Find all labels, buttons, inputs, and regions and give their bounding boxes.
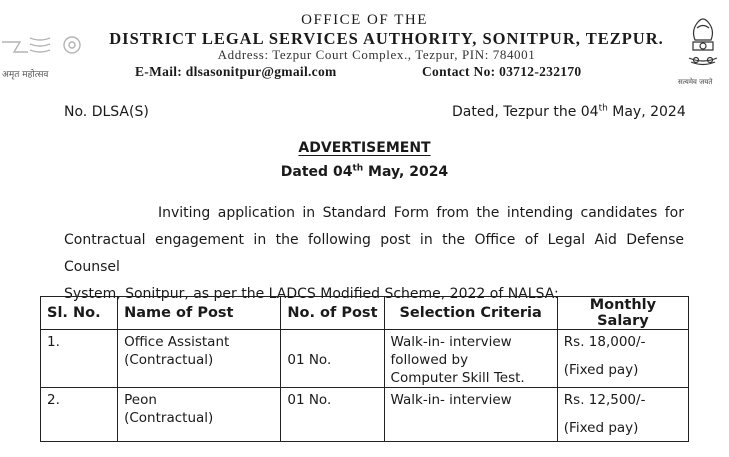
table-row	[41, 330, 689, 388]
address-line: Address: Tezpur Court Complex., Tezpur, PIN: 784001	[217, 47, 536, 62]
contact-row	[0, 64, 729, 84]
email-text: E-Mail: dlsasonitpur@gmail.com	[135, 64, 337, 79]
body-paragraph	[64, 200, 684, 308]
advertisement-title: ADVERTISEMENT	[298, 140, 431, 156]
contact-number: Contact No: 03712-232170	[422, 64, 582, 79]
authority-title: DISTRICT LEGAL SERVICES AUTHORITY, SONITPUR, TEZPUR.	[109, 29, 664, 48]
post-name: Peon (Contractual)	[118, 388, 281, 442]
paragraph-line: Contractual engagement in the following post in the Office of Legal Aid Defense Counsel	[64, 232, 684, 275]
column-header: No. of Post	[281, 297, 384, 330]
post-count: 01 No.	[281, 330, 384, 388]
paragraph-line: System, Sonitpur, as per the LADCS Modified Scheme, 2022 of NALSA:	[64, 286, 559, 302]
column-header: Name of Post	[118, 297, 281, 330]
table-row	[41, 388, 689, 442]
posts-table	[40, 296, 689, 442]
serial-number: 2.	[41, 388, 118, 442]
selection-criteria: Walk-in- interview	[384, 388, 557, 442]
post-name: Office Assistant (Contractual)	[118, 330, 281, 388]
emblem-caption: सत्यमेव जयते	[678, 78, 713, 86]
reference-date: Dated, Tezpur the 04th May, 2024	[452, 103, 686, 120]
serial-number: 1.	[41, 330, 118, 388]
paragraph-line: Inviting application in Standard Form from the intending candidates for	[158, 205, 684, 221]
office-title: OFFICE OF THE	[301, 12, 428, 28]
post-count: 01 No.	[281, 388, 384, 442]
reference-number: No. DLSA(S)	[64, 104, 149, 120]
selection-criteria: Walk-in- interview followed by Computer Skill Test.	[384, 330, 557, 388]
monthly-salary: Rs. 12,500/- (Fixed pay)	[557, 388, 688, 442]
column-header: Monthly Salary	[557, 297, 688, 330]
advertisement-date: Dated 04th May, 2024	[280, 163, 449, 180]
table-header-row	[41, 297, 689, 330]
monthly-salary: Rs. 18,000/- (Fixed pay)	[557, 330, 688, 388]
column-header: Selection Criteria	[384, 297, 557, 330]
column-header: Sl. No.	[41, 297, 118, 330]
left-logo-caption: अमृत महोत्सव	[2, 70, 49, 80]
